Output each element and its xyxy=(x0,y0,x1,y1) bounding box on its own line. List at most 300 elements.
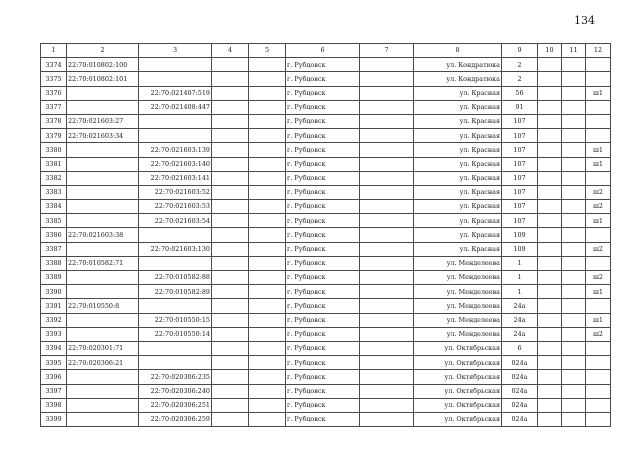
house-number-cell: 1 xyxy=(502,271,538,285)
house-number-cell: 107 xyxy=(502,214,538,228)
premises-cadastral-cell: 22:70:021603:54 xyxy=(139,214,212,228)
note-cell: ш1 xyxy=(586,157,611,171)
note-cell xyxy=(586,114,611,128)
empty-cell xyxy=(249,412,286,426)
empty-cell xyxy=(360,72,414,86)
empty-cell xyxy=(360,398,414,412)
header-row xyxy=(41,44,611,58)
empty-cell xyxy=(562,256,586,270)
street-cell: ул. Красная xyxy=(414,171,502,185)
city-cell: г. Рубцовск xyxy=(286,398,360,412)
empty-cell xyxy=(538,242,562,256)
row-number-cell: 3388 xyxy=(41,256,67,270)
table-row xyxy=(41,398,611,412)
empty-cell xyxy=(562,100,586,114)
empty-cell xyxy=(212,356,249,370)
empty-cell xyxy=(562,72,586,86)
street-cell: ул. Октябрьская xyxy=(414,412,502,426)
table-row xyxy=(41,356,611,370)
empty-cell xyxy=(249,86,286,100)
empty-cell xyxy=(249,157,286,171)
empty-cell xyxy=(360,114,414,128)
premises-cadastral-cell: 22:70:020306:240 xyxy=(139,384,212,398)
note-cell xyxy=(586,341,611,355)
empty-cell xyxy=(538,384,562,398)
empty-cell xyxy=(249,256,286,270)
empty-cell xyxy=(249,114,286,128)
empty-cell xyxy=(538,412,562,426)
empty-cell xyxy=(562,370,586,384)
row-number-cell: 3378 xyxy=(41,114,67,128)
empty-cell xyxy=(212,384,249,398)
row-number-cell: 3392 xyxy=(41,313,67,327)
empty-cell xyxy=(360,58,414,72)
table-row xyxy=(41,412,611,426)
empty-cell xyxy=(212,86,249,100)
empty-cell xyxy=(360,341,414,355)
empty-cell xyxy=(249,214,286,228)
city-cell: г. Рубцовск xyxy=(286,58,360,72)
street-cell: ул. Красная xyxy=(414,143,502,157)
street-cell: ул. Красная xyxy=(414,185,502,199)
city-cell: г. Рубцовск xyxy=(286,384,360,398)
table-row xyxy=(41,171,611,185)
empty-cell xyxy=(360,157,414,171)
empty-cell xyxy=(360,299,414,313)
empty-cell xyxy=(212,271,249,285)
street-cell: ул. Октябрьская xyxy=(414,384,502,398)
cadastral-number-cell xyxy=(67,327,139,341)
premises-cadastral-cell xyxy=(139,341,212,355)
empty-cell xyxy=(562,384,586,398)
empty-cell xyxy=(360,129,414,143)
row-number-cell: 3377 xyxy=(41,100,67,114)
empty-cell xyxy=(212,185,249,199)
premises-cadastral-cell xyxy=(139,299,212,313)
city-cell: г. Рубцовск xyxy=(286,327,360,341)
empty-cell xyxy=(538,86,562,100)
premises-cadastral-cell: 22:70:021603:130 xyxy=(139,242,212,256)
street-cell: ул. Менделеева xyxy=(414,271,502,285)
street-cell: ул. Октябрьская xyxy=(414,356,502,370)
house-number-cell: 1 xyxy=(502,285,538,299)
table-row xyxy=(41,100,611,114)
cadastral-number-cell xyxy=(67,185,139,199)
street-cell: ул. Кондратюка xyxy=(414,72,502,86)
premises-cadastral-cell: 22:70:021603:139 xyxy=(139,143,212,157)
premises-cadastral-cell xyxy=(139,256,212,270)
empty-cell xyxy=(562,271,586,285)
premises-cadastral-cell: 22:70:021603:140 xyxy=(139,157,212,171)
premises-cadastral-cell: 22:70:010582:88 xyxy=(139,271,212,285)
table-row xyxy=(41,228,611,242)
empty-cell xyxy=(249,72,286,86)
empty-cell xyxy=(538,370,562,384)
empty-cell xyxy=(360,327,414,341)
empty-cell xyxy=(360,242,414,256)
note-cell: ш2 xyxy=(586,271,611,285)
table-row xyxy=(41,327,611,341)
cadastral-number-cell: 22:70:010582:71 xyxy=(67,256,139,270)
row-number-cell: 3383 xyxy=(41,185,67,199)
empty-cell xyxy=(562,58,586,72)
cadastral-number-cell xyxy=(67,412,139,426)
empty-cell xyxy=(562,412,586,426)
house-number-cell: 1 xyxy=(502,256,538,270)
table-row xyxy=(41,86,611,100)
street-cell: ул. Красная xyxy=(414,100,502,114)
cadastral-number-cell xyxy=(67,143,139,157)
empty-cell xyxy=(538,214,562,228)
house-number-cell: 107 xyxy=(502,129,538,143)
city-cell: г. Рубцовск xyxy=(286,242,360,256)
empty-cell xyxy=(562,114,586,128)
house-number-cell: 109 xyxy=(502,242,538,256)
empty-cell xyxy=(360,100,414,114)
table-row xyxy=(41,214,611,228)
premises-cadastral-cell: 22:70:010550:14 xyxy=(139,327,212,341)
empty-cell xyxy=(562,356,586,370)
empty-cell xyxy=(562,341,586,355)
row-number-cell: 3375 xyxy=(41,72,67,86)
house-number-cell: 107 xyxy=(502,200,538,214)
premises-cadastral-cell xyxy=(139,129,212,143)
empty-cell xyxy=(360,143,414,157)
empty-cell xyxy=(212,228,249,242)
city-cell: г. Рубцовск xyxy=(286,356,360,370)
cadastral-number-cell xyxy=(67,384,139,398)
empty-cell xyxy=(562,228,586,242)
city-cell: г. Рубцовск xyxy=(286,299,360,313)
empty-cell xyxy=(212,285,249,299)
house-number-cell: 24а xyxy=(502,299,538,313)
empty-cell xyxy=(360,200,414,214)
cadastral-number-cell: 22:70:021603:34 xyxy=(67,129,139,143)
street-cell: ул. Октябрьская xyxy=(414,370,502,384)
house-number-cell: 6 xyxy=(502,341,538,355)
street-cell: ул. Красная xyxy=(414,228,502,242)
cadastral-number-cell: 22:70:010802:100 xyxy=(67,58,139,72)
premises-cadastral-cell xyxy=(139,356,212,370)
page-number: 134 xyxy=(574,14,595,27)
note-cell xyxy=(586,100,611,114)
column-header: 12 xyxy=(586,44,611,58)
empty-cell xyxy=(360,271,414,285)
note-cell xyxy=(586,228,611,242)
empty-cell xyxy=(538,228,562,242)
house-number-cell: 024а xyxy=(502,370,538,384)
table-row xyxy=(41,185,611,199)
note-cell xyxy=(586,384,611,398)
house-number-cell: 107 xyxy=(502,114,538,128)
row-number-cell: 3395 xyxy=(41,356,67,370)
city-cell: г. Рубцовск xyxy=(286,285,360,299)
table-row xyxy=(41,72,611,86)
note-cell xyxy=(586,356,611,370)
empty-cell xyxy=(249,100,286,114)
empty-cell xyxy=(249,185,286,199)
empty-cell xyxy=(249,200,286,214)
street-cell: ул. Красная xyxy=(414,129,502,143)
note-cell xyxy=(586,58,611,72)
empty-cell xyxy=(360,185,414,199)
cadastral-number-cell xyxy=(67,313,139,327)
city-cell: г. Рубцовск xyxy=(286,114,360,128)
empty-cell xyxy=(249,341,286,355)
empty-cell xyxy=(360,214,414,228)
cadastral-number-cell xyxy=(67,171,139,185)
empty-cell xyxy=(360,256,414,270)
house-number-cell: 107 xyxy=(502,185,538,199)
column-header: 10 xyxy=(538,44,562,58)
empty-cell xyxy=(212,398,249,412)
cadastral-number-cell: 22:70:010550:8 xyxy=(67,299,139,313)
street-cell: ул. Менделеева xyxy=(414,299,502,313)
city-cell: г. Рубцовск xyxy=(286,313,360,327)
city-cell: г. Рубцовск xyxy=(286,100,360,114)
note-cell: ш1 xyxy=(586,214,611,228)
empty-cell xyxy=(212,370,249,384)
house-number-cell: 2 xyxy=(502,58,538,72)
premises-cadastral-cell xyxy=(139,58,212,72)
premises-cadastral-cell xyxy=(139,228,212,242)
empty-cell xyxy=(562,200,586,214)
empty-cell xyxy=(249,129,286,143)
note-cell: ш2 xyxy=(586,242,611,256)
street-cell: ул. Красная xyxy=(414,157,502,171)
note-cell: ш2 xyxy=(586,185,611,199)
empty-cell xyxy=(249,143,286,157)
house-number-cell: 107 xyxy=(502,143,538,157)
street-cell: ул. Красная xyxy=(414,242,502,256)
city-cell: г. Рубцовск xyxy=(286,72,360,86)
column-header: 1 xyxy=(41,44,67,58)
empty-cell xyxy=(562,242,586,256)
empty-cell xyxy=(538,256,562,270)
column-header: 2 xyxy=(67,44,139,58)
street-cell: ул. Менделеева xyxy=(414,313,502,327)
table-row xyxy=(41,299,611,313)
note-cell: ш1 xyxy=(586,86,611,100)
row-number-cell: 3393 xyxy=(41,327,67,341)
city-cell: г. Рубцовск xyxy=(286,129,360,143)
column-header: 11 xyxy=(562,44,586,58)
premises-cadastral-cell xyxy=(139,72,212,86)
table-row xyxy=(41,200,611,214)
street-cell: ул. Октябрьская xyxy=(414,341,502,355)
empty-cell xyxy=(249,313,286,327)
empty-cell xyxy=(212,72,249,86)
empty-cell xyxy=(538,185,562,199)
premises-cadastral-cell: 22:70:020306:259 xyxy=(139,412,212,426)
row-number-cell: 3390 xyxy=(41,285,67,299)
empty-cell xyxy=(212,200,249,214)
cadastral-number-cell: 22:70:020306:21 xyxy=(67,356,139,370)
empty-cell xyxy=(562,185,586,199)
cadastral-number-cell: 22:70:021603:27 xyxy=(67,114,139,128)
note-cell: ш1 xyxy=(586,143,611,157)
row-number-cell: 3389 xyxy=(41,271,67,285)
house-number-cell: 107 xyxy=(502,171,538,185)
table-row xyxy=(41,157,611,171)
empty-cell xyxy=(538,171,562,185)
note-cell xyxy=(586,370,611,384)
cadastral-number-cell xyxy=(67,157,139,171)
row-number-cell: 3379 xyxy=(41,129,67,143)
house-number-cell: 91 xyxy=(502,100,538,114)
column-header: 6 xyxy=(286,44,360,58)
empty-cell xyxy=(562,171,586,185)
empty-cell xyxy=(249,384,286,398)
empty-cell xyxy=(538,313,562,327)
empty-cell xyxy=(360,228,414,242)
city-cell: г. Рубцовск xyxy=(286,86,360,100)
table-row xyxy=(41,341,611,355)
table-row xyxy=(41,271,611,285)
empty-cell xyxy=(249,228,286,242)
row-number-cell: 3386 xyxy=(41,228,67,242)
city-cell: г. Рубцовск xyxy=(286,412,360,426)
empty-cell xyxy=(212,299,249,313)
empty-cell xyxy=(562,129,586,143)
column-header: 8 xyxy=(414,44,502,58)
empty-cell xyxy=(212,341,249,355)
empty-cell xyxy=(212,313,249,327)
empty-cell xyxy=(360,384,414,398)
premises-cadastral-cell: 22:70:010582:89 xyxy=(139,285,212,299)
house-number-cell: 109 xyxy=(502,228,538,242)
premises-cadastral-cell: 22:70:020306:235 xyxy=(139,370,212,384)
empty-cell xyxy=(360,412,414,426)
row-number-cell: 3396 xyxy=(41,370,67,384)
cadastral-number-cell xyxy=(67,200,139,214)
street-cell: ул. Красная xyxy=(414,114,502,128)
empty-cell xyxy=(538,72,562,86)
cadastral-number-cell xyxy=(67,271,139,285)
house-number-cell: 56 xyxy=(502,86,538,100)
row-number-cell: 3397 xyxy=(41,384,67,398)
cadastral-number-cell xyxy=(67,100,139,114)
city-cell: г. Рубцовск xyxy=(286,370,360,384)
note-cell: ш1 xyxy=(586,285,611,299)
street-cell: ул. Менделеева xyxy=(414,327,502,341)
table-row xyxy=(41,370,611,384)
empty-cell xyxy=(212,114,249,128)
note-cell: ш1 xyxy=(586,313,611,327)
premises-cadastral-cell: 22:70:021603:141 xyxy=(139,171,212,185)
city-cell: г. Рубцовск xyxy=(286,171,360,185)
empty-cell xyxy=(538,143,562,157)
empty-cell xyxy=(538,157,562,171)
empty-cell xyxy=(360,171,414,185)
empty-cell xyxy=(212,327,249,341)
city-cell: г. Рубцовск xyxy=(286,271,360,285)
registry-table xyxy=(40,43,611,427)
house-number-cell: 2 xyxy=(502,72,538,86)
empty-cell xyxy=(212,157,249,171)
city-cell: г. Рубцовск xyxy=(286,185,360,199)
city-cell: г. Рубцовск xyxy=(286,341,360,355)
note-cell xyxy=(586,171,611,185)
table-row xyxy=(41,242,611,256)
empty-cell xyxy=(538,58,562,72)
row-number-cell: 3380 xyxy=(41,143,67,157)
cadastral-number-cell xyxy=(67,86,139,100)
empty-cell xyxy=(249,299,286,313)
premises-cadastral-cell: 22:70:010550:15 xyxy=(139,313,212,327)
empty-cell xyxy=(360,370,414,384)
column-header: 9 xyxy=(502,44,538,58)
cadastral-number-cell: 22:70:021603:38 xyxy=(67,228,139,242)
empty-cell xyxy=(562,214,586,228)
empty-cell xyxy=(249,327,286,341)
empty-cell xyxy=(249,356,286,370)
city-cell: г. Рубцовск xyxy=(286,200,360,214)
empty-cell xyxy=(538,327,562,341)
empty-cell xyxy=(212,143,249,157)
note-cell xyxy=(586,398,611,412)
empty-cell xyxy=(212,242,249,256)
house-number-cell: 024а xyxy=(502,356,538,370)
empty-cell xyxy=(360,285,414,299)
row-number-cell: 3376 xyxy=(41,86,67,100)
city-cell: г. Рубцовск xyxy=(286,228,360,242)
premises-cadastral-cell: 22:70:020306:251 xyxy=(139,398,212,412)
house-number-cell: 024а xyxy=(502,398,538,412)
note-cell: ш2 xyxy=(586,327,611,341)
empty-cell xyxy=(562,157,586,171)
note-cell xyxy=(586,299,611,313)
street-cell: ул. Октябрьская xyxy=(414,398,502,412)
premises-cadastral-cell: 22:70:021407:519 xyxy=(139,86,212,100)
cadastral-number-cell xyxy=(67,214,139,228)
premises-cadastral-cell xyxy=(139,114,212,128)
empty-cell xyxy=(249,398,286,412)
empty-cell xyxy=(360,356,414,370)
city-cell: г. Рубцовск xyxy=(286,256,360,270)
empty-cell xyxy=(212,171,249,185)
empty-cell xyxy=(538,285,562,299)
empty-cell xyxy=(538,200,562,214)
house-number-cell: 024а xyxy=(502,412,538,426)
row-number-cell: 3394 xyxy=(41,341,67,355)
column-header: 5 xyxy=(249,44,286,58)
table-row xyxy=(41,256,611,270)
table-row xyxy=(41,313,611,327)
empty-cell xyxy=(538,341,562,355)
city-cell: г. Рубцовск xyxy=(286,157,360,171)
row-number-cell: 3374 xyxy=(41,58,67,72)
cadastral-number-cell xyxy=(67,398,139,412)
table-row xyxy=(41,114,611,128)
empty-cell xyxy=(249,242,286,256)
row-number-cell: 3387 xyxy=(41,242,67,256)
empty-cell xyxy=(249,285,286,299)
row-number-cell: 3399 xyxy=(41,412,67,426)
row-number-cell: 3382 xyxy=(41,171,67,185)
note-cell xyxy=(586,412,611,426)
empty-cell xyxy=(538,129,562,143)
street-cell: ул. Красная xyxy=(414,200,502,214)
empty-cell xyxy=(249,370,286,384)
empty-cell xyxy=(538,114,562,128)
street-cell: ул. Красная xyxy=(414,214,502,228)
table-row xyxy=(41,143,611,157)
column-header: 4 xyxy=(212,44,249,58)
empty-cell xyxy=(562,398,586,412)
street-cell: ул. Менделеева xyxy=(414,256,502,270)
cadastral-number-cell xyxy=(67,370,139,384)
